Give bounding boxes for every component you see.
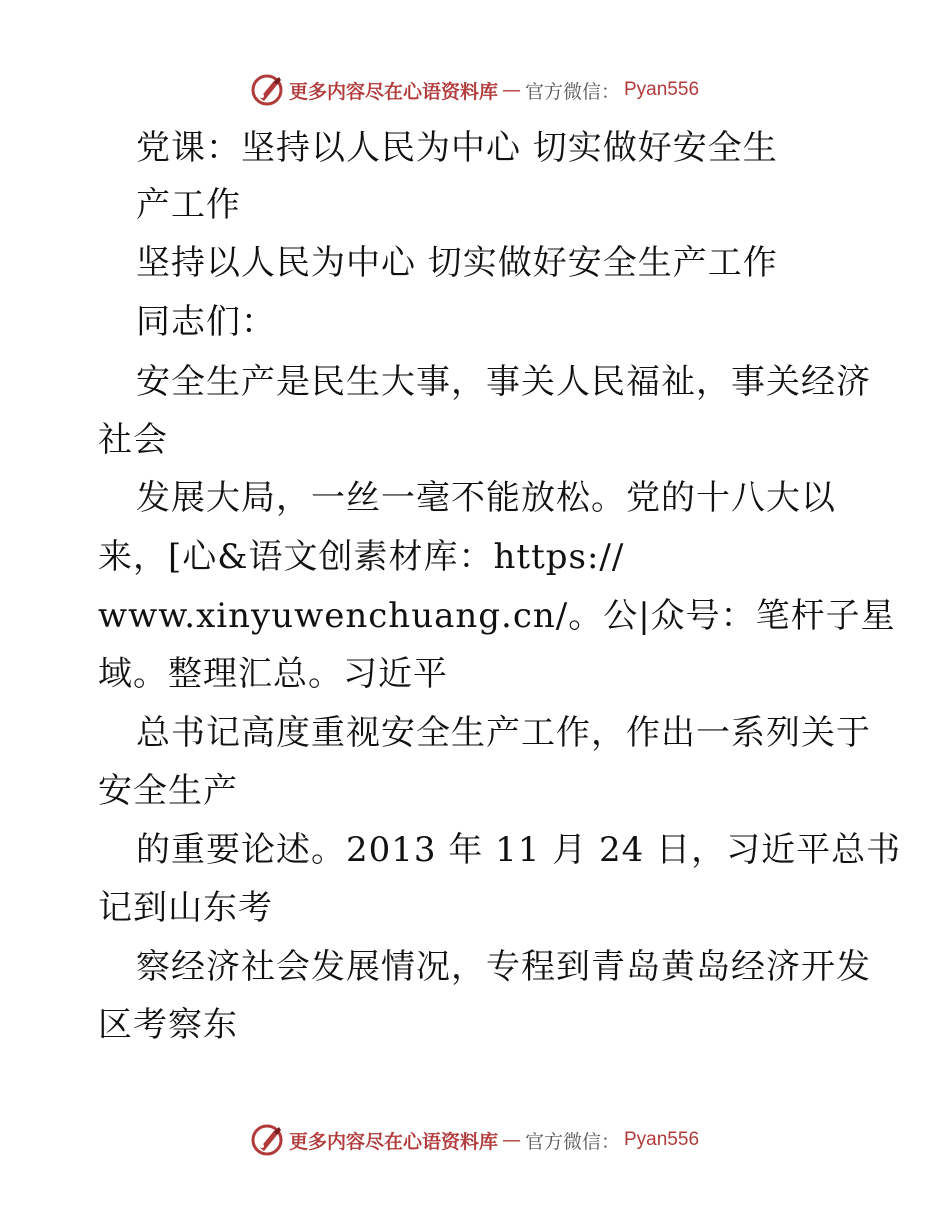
header-brand-text: 更多内容尽在心语资料库 <box>288 80 498 103</box>
footer-wechat-id: Pyan556 <box>624 1129 700 1150</box>
header-wechat-id: Pyan556 <box>624 79 700 100</box>
page-header <box>0 70 950 110</box>
body-line: 社会 <box>98 420 168 460</box>
body-line: 来，[心&语文创素材库：https:// <box>98 537 625 577</box>
body-line: www.xinyuwenchuang.cn/。公|众号：笔杆子星 <box>98 596 896 636</box>
footer-dash: — <box>501 1129 521 1151</box>
document-subtitle: 坚持以人民为中心 切实做好安全生产工作 <box>136 243 778 283</box>
page-footer <box>0 1120 950 1160</box>
footer-watermark <box>251 1123 699 1157</box>
body-line: 安全生产 <box>98 771 238 811</box>
pen-logo-icon <box>251 1123 285 1157</box>
footer-wechat-label: 官方微信： <box>524 1130 620 1153</box>
document-title-line-2: 产工作 <box>136 185 241 225</box>
body-line: 察经济社会发展情况，专程到青岛黄岛经济开发 <box>136 947 871 987</box>
document-title-line-1: 党课：坚持以人民为中心 切实做好安全生 <box>136 128 778 168</box>
body-line: 记到山东考 <box>98 888 273 928</box>
salutation: 同志们： <box>136 302 276 342</box>
body-line: 的重要论述。2013 年 11 月 24 日，习近平总书 <box>136 830 902 870</box>
header-wechat-label: 官方微信： <box>524 80 620 103</box>
header-watermark <box>251 73 699 107</box>
pen-logo-icon <box>251 73 285 107</box>
body-line: 区考察东 <box>98 1005 238 1045</box>
header-dash: — <box>501 79 521 101</box>
body-line: 域。整理汇总。习近平 <box>98 654 448 694</box>
body-line: 发展大局，一丝一毫不能放松。党的十八大以 <box>136 478 836 518</box>
footer-brand-text: 更多内容尽在心语资料库 <box>288 1130 498 1153</box>
body-line: 安全生产是民生大事，事关人民福祉，事关经济 <box>136 362 871 402</box>
body-line: 总书记高度重视安全生产工作，作出一系列关于 <box>136 713 871 753</box>
